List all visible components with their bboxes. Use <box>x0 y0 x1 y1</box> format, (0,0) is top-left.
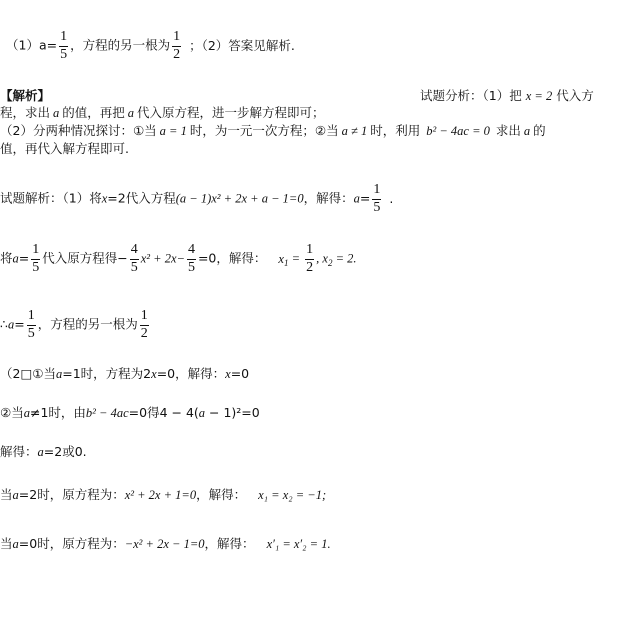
solution-line-7: 当a=2时，原方程为：x² + 2x + 1=0，解得： x₁ = x₂ = −1; <box>0 487 327 502</box>
solution-line-3: ∴a= $\frac{1}{5}$ ，方程的另一根为 $\frac{1}{2}$ <box>0 308 148 341</box>
analysis-intro: 试题分析：（1）把 x = 2 代入方 <box>420 88 594 103</box>
solution-line-2: 将a= $\frac{1}{5}$ 代入原方程得− $\frac{4}{5}$ x² + 2x− $\frac{4}{5}$ =0，解得： $x_1$ = $\frac{1}{2}$ , $x_2 = 2$. <box>0 242 357 275</box>
answer-part1-prefix: （1）a= <box>6 37 58 53</box>
solution-line-8: 当a=0时，原方程为：−x² + 2x − 1=0，解得： x′₁ = x′₂ = 1. <box>0 536 331 551</box>
analysis-line-2: 程，求出 a 的值，再把 a 代入原方程，进一步解方程即可； <box>0 105 325 120</box>
answer-part1-mid: ，方程的另一根为 <box>70 37 171 53</box>
solution-line-4: （2□①当a=1时，方程为2x=0，解得：x=0 <box>0 366 250 381</box>
analysis-heading: 【解析】 <box>0 88 51 103</box>
solution-line-5: ②当a≠1时，由b² − 4ac=0得4 − 4(a − 1)²=0 <box>0 405 260 420</box>
answer-part2: ；（2）答案见解析. <box>189 37 295 53</box>
solution-1-fraction: $\frac{1}{5}$ <box>373 182 381 215</box>
solution-line-6: 解得：a=2或0. <box>0 444 87 459</box>
analysis-line-4: 值，再代入解方程即可. <box>0 141 129 156</box>
answer-line <box>6 30 295 62</box>
analysis-line-3: （2）分两种情况探讨：①当 a = 1 时，为一元一次方程；②当 a ≠ 1 时，利用 b² − 4ac = 0 求出 a 的 <box>0 123 546 138</box>
solution-line-1: 试题解析：（1）将x=2代入方程(a − 1)x² + 2x + a − 1=0，解得：a= $\frac{1}{5}$ . <box>0 182 394 215</box>
answer-root-fraction: $\frac{1}{2}$ <box>173 29 181 62</box>
answer-a-fraction: $\frac{1}{5}$ <box>60 29 68 62</box>
